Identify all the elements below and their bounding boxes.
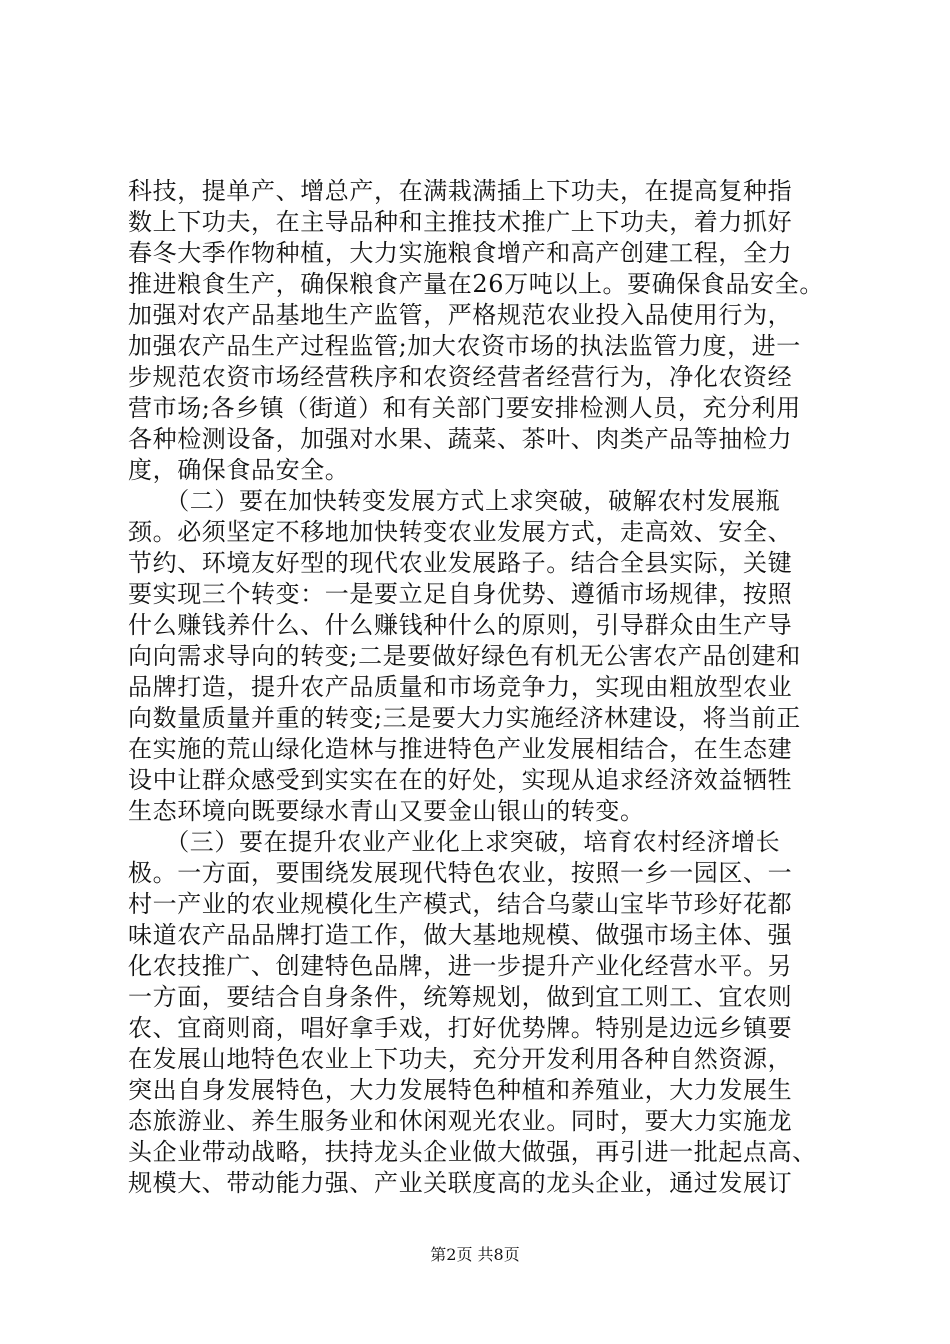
text-line: 化农技推广、创建特色品牌，进一步提升产业化经营水平。另 [128,952,793,980]
text-line: 突出自身发展特色，大力发展特色种植和养殖业，大力发展生 [128,1076,793,1104]
text-line: 在发展山地特色农业上下功夫，充分开发利用各种自然资源， [128,1045,793,1073]
text-line: 要实现三个转变：一是要立足自身优势、遵循市场规律，按照 [128,580,793,608]
text-line: 节约、环境友好型的现代农业发展路子。结合全县实际，关键 [128,549,793,577]
text-line: 加强农产品生产过程监管;加大农资市场的执法监管力度，进一 [128,332,801,360]
text-line: 设中让群众感受到实实在在的好处，实现从追求经济效益牺牲 [128,766,793,794]
text-line: 味道农产品品牌打造工作，做大基地规模、做强市场主体、强 [128,921,793,949]
text-line: 度，确保食品安全。 [128,456,350,484]
text-line: 什么赚钱养什么、什么赚钱种什么的原则，引导群众由生产导 [128,611,793,639]
text-line: 态旅游业、养生服务业和休闲观光农业。同时，要大力实施龙 [128,1107,793,1135]
text-line: 向向需求导向的转变;二是要做好绿色有机无公害农产品创建和 [128,642,801,670]
body-text [128,176,848,1199]
text-line: 极。一方面，要围绕发展现代特色农业，按照一乡一园区、一 [128,859,793,887]
text-line: （二）要在加快转变发展方式上求突破，破解农村发展瓶 [128,487,781,515]
text-line: 各种检测设备，加强对水果、蔬菜、茶叶、肉类产品等抽检力 [128,425,793,453]
text-line: 数上下功夫，在主导品种和主推技术推广上下功夫，着力抓好 [128,208,793,236]
text-line: 加强对农产品基地生产监管，严格规范农业投入品使用行为， [128,301,793,329]
text-line: 头企业带动战略，扶持龙头企业做大做强，再引进一批起点高、 [128,1138,817,1166]
text-line: 生态环境向既要绿水青山又要金山银山的转变。 [128,797,645,825]
text-line: 村一产业的农业规模化生产模式，结合乌蒙山宝毕节珍好花都 [128,890,793,918]
text-line: 营市场;各乡镇（街道）和有关部门要安排检测人员，充分利用 [128,394,801,422]
text-line: 颈。必须坚定不移地加快转变农业发展方式，走高效、安全、 [128,518,793,546]
text-line: 步规范农资市场经营秩序和农资经营者经营行为，净化农资经 [128,363,793,391]
text-line: 科技，提单产、增总产，在满栽满插上下功夫，在提高复种指 [128,177,793,205]
text-line: 农、宜商则商，唱好拿手戏，打好优势牌。特别是边远乡镇要 [128,1014,793,1042]
text-line: 春冬大季作物种植，大力实施粮食增产和高产创建工程，全力 [128,239,793,267]
text-line: 品牌打造，提升农产品质量和市场竞争力，实现由粗放型农业 [128,673,793,701]
text-line: （三）要在提升农业产业化上求突破，培育农村经济增长 [128,828,781,856]
text-line: 在实施的荒山绿化造林与推进特色产业发展相结合，在生态建 [128,735,793,763]
text-line: 推进粮食生产，确保粮食产量在26万吨以上。要确保食品安全。 [128,270,824,298]
text-line: 规模大、带动能力强、产业关联度高的龙头企业，通过发展订 [128,1169,793,1197]
page-footer: 第2页 共8页 [430,1245,520,1264]
text-line: 一方面，要结合自身条件，统筹规划，做到宜工则工、宜农则 [128,983,793,1011]
text-line: 向数量质量并重的转变;三是要大力实施经济林建设，将当前正 [128,704,801,732]
